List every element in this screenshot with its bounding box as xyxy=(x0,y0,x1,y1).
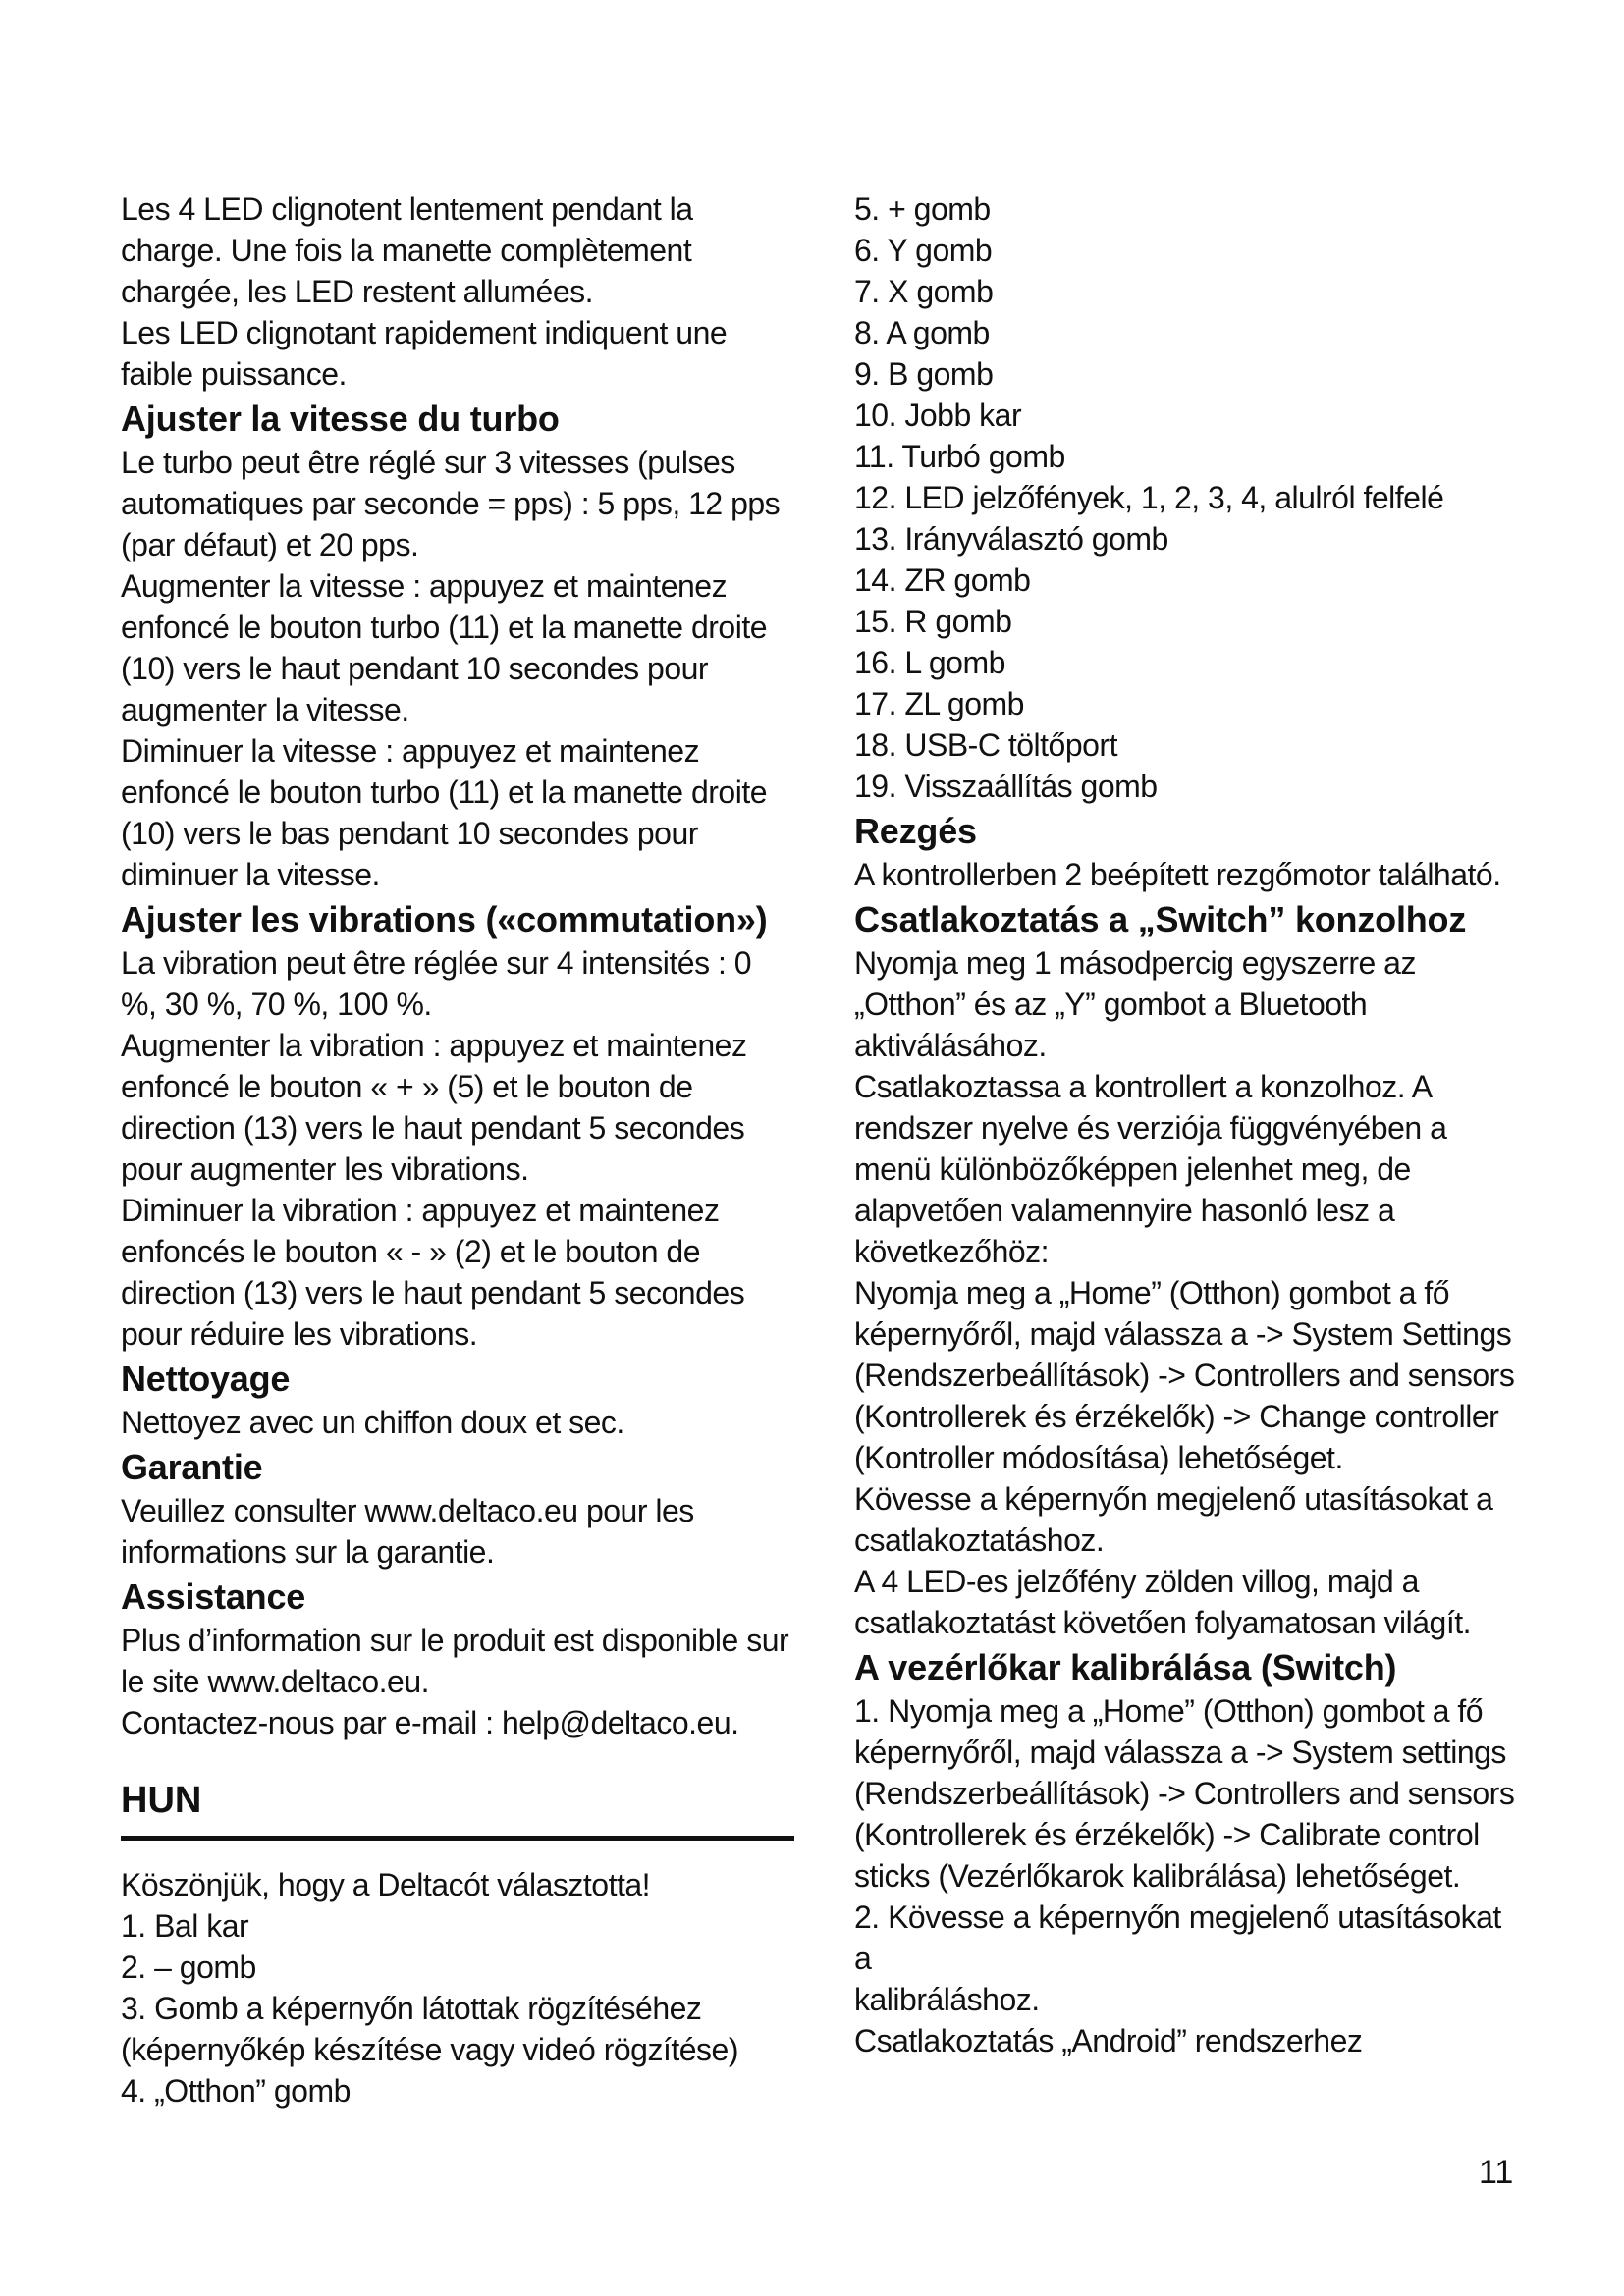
section-divider xyxy=(121,1836,794,1841)
assistance-text xyxy=(121,1620,808,1743)
list-item: 1. Bal kar xyxy=(121,1908,249,1944)
text-line: csatlakoztatáshoz. xyxy=(854,1522,1105,1558)
list-item: 14. ZR gomb xyxy=(854,562,1031,598)
text-line: Les 4 LED clignotent lentement pendant la xyxy=(121,191,693,227)
text-line: képernyőről, majd válassza a -> System settings xyxy=(854,1735,1506,1770)
text-line: A 4 LED-es jelzőfény zölden villog, majd a xyxy=(854,1564,1419,1599)
switch-connect-text xyxy=(854,942,1522,1643)
text-line: Diminuer la vitesse : appuyez et maintenez xyxy=(121,733,700,769)
list-item: 9. B gomb xyxy=(854,356,994,392)
text-line: 1. Nyomja meg a „Home” (Otthon) gombot a fő xyxy=(854,1693,1484,1729)
list-item: 18. USB-C töltőport xyxy=(854,727,1117,763)
text-line: direction (13) vers le haut pendant 5 secondes xyxy=(121,1110,745,1146)
nettoyage-heading: Nettoyage xyxy=(121,1359,291,1399)
list-item: 11. Turbó gomb xyxy=(854,439,1065,474)
text-line: (Kontrollerek és érzékelők) -> Change controller xyxy=(854,1399,1499,1434)
text-line: %, 30 %, 70 %, 100 %. xyxy=(121,987,432,1022)
assistance-heading: Assistance xyxy=(121,1576,306,1617)
section-spacer xyxy=(121,1743,808,1771)
list-item: 8. A gomb xyxy=(854,315,990,350)
page-number: 11 xyxy=(1479,2154,1514,2191)
parts-list xyxy=(854,188,1522,807)
right-column xyxy=(854,188,1522,2061)
calibration-text xyxy=(854,1690,1522,2061)
text-line: Plus d’information sur le produit est disponible sur xyxy=(121,1623,789,1658)
text-line: charge. Une fois la manette complètement xyxy=(121,233,692,268)
text-line: Augmenter la vibration : appuyez et maintenez xyxy=(121,1028,747,1063)
text-line: enfoncé le bouton turbo (11) et la manette droite xyxy=(121,774,768,810)
text-line: enfoncé le bouton turbo (11) et la manette droite xyxy=(121,610,768,645)
text-line: diminuer la vitesse. xyxy=(121,857,380,892)
text-line: Augmenter la vitesse : appuyez et maintenez xyxy=(121,568,728,604)
list-item: 3. Gomb a képernyőn látottak rögzítéséhez xyxy=(121,1991,702,2026)
text-line: La vibration peut être réglée sur 4 intensités : 0 xyxy=(121,945,752,981)
list-item: 10. Jobb kar xyxy=(854,398,1022,433)
text-line: (Kontroller módosítása) lehetőséget. xyxy=(854,1440,1343,1475)
text-line: A kontrollerben 2 beépített rezgőmotor található. xyxy=(854,857,1501,892)
text-line: (Kontrollerek és érzékelők) -> Calibrate control xyxy=(854,1817,1480,1852)
text-line: aktiválásához. xyxy=(854,1028,1047,1063)
text-line: (par défaut) et 20 pps. xyxy=(121,527,419,562)
list-item: 13. Irányválasztó gomb xyxy=(854,521,1168,557)
vibrations-text xyxy=(121,942,808,1355)
turbo-heading: Ajuster la vitesse du turbo xyxy=(121,399,560,439)
text-line: Köszönjük, hogy a Deltacót választotta! xyxy=(121,1867,651,1902)
hun-section-header xyxy=(121,1777,808,1841)
text-line: automatiques par seconde = pps) : 5 pps, 12 pps xyxy=(121,486,781,521)
text-line: pour augmenter les vibrations. xyxy=(121,1151,529,1187)
text-line: enfoncés le bouton « - » (2) et le bouton de xyxy=(121,1234,700,1269)
turbo-text xyxy=(121,442,808,895)
text-line: enfoncé le bouton « + » (5) et le bouton de xyxy=(121,1069,693,1104)
text-line: kalibráláshoz. xyxy=(854,1982,1040,2017)
switch-connect-heading: Csatlakoztatás a „Switch” konzolhoz xyxy=(854,899,1467,939)
text-line: képernyőről, majd válassza a -> System Settings xyxy=(854,1316,1512,1352)
text-line: 2. Kövesse a képernyőn megjelenő utasításokat a xyxy=(854,1899,1501,1976)
list-item: 16. L gomb xyxy=(854,645,1005,680)
text-line: sticks (Vezérlőkarok kalibrálása) lehetőséget. xyxy=(854,1858,1461,1894)
text-line: Le turbo peut être réglé sur 3 vitesses (pulses xyxy=(121,445,735,480)
list-item: 15. R gomb xyxy=(854,604,1012,639)
text-line: le site www.deltaco.eu. xyxy=(121,1664,429,1699)
text-line: direction (13) vers le haut pendant 5 secondes xyxy=(121,1275,745,1310)
text-line: Csatlakoztassa a kontrollert a konzolhoz. A xyxy=(854,1069,1433,1104)
list-item: 4. „Otthon” gomb xyxy=(121,2073,351,2109)
rezges-text xyxy=(854,854,1522,895)
text-line: (Rendszerbeállítások) -> Controllers and sensors xyxy=(854,1776,1515,1811)
text-line: (Rendszerbeállítások) -> Controllers and sensors xyxy=(854,1358,1515,1393)
text-line: informations sur la garantie. xyxy=(121,1534,495,1570)
list-item: 6. Y gomb xyxy=(854,233,993,268)
text-line: Csatlakoztatás „Android” rendszerhez xyxy=(854,2023,1363,2058)
text-line: Les LED clignotant rapidement indiquent une xyxy=(121,315,728,350)
list-item: (képernyőkép készítése vagy videó rögzítése) xyxy=(121,2032,738,2067)
text-line: (10) vers le bas pendant 10 secondes pour xyxy=(121,816,698,851)
left-column xyxy=(121,188,808,2111)
text-line: alapvetően valamennyire hasonló lesz a xyxy=(854,1193,1395,1228)
text-line: Nyomja meg 1 másodpercig egyszerre az xyxy=(854,945,1416,981)
text-line: Nyomja meg a „Home” (Otthon) gombot a fő xyxy=(854,1275,1450,1310)
text-line: Diminuer la vibration : appuyez et maintenez xyxy=(121,1193,720,1228)
garantie-heading: Garantie xyxy=(121,1447,263,1487)
text-line: chargée, les LED restent allumées. xyxy=(121,274,594,309)
hun-section-title: HUN xyxy=(121,1780,202,1821)
list-item: 5. + gomb xyxy=(854,191,991,227)
calibration-heading: A vezérlőkar kalibrálása (Switch) xyxy=(854,1647,1397,1687)
text-line: Nettoyez avec un chiffon doux et sec. xyxy=(121,1405,624,1440)
list-item: 2. – gomb xyxy=(121,1949,256,1985)
text-line: Kövesse a képernyőn megjelenő utasításokat a xyxy=(854,1481,1493,1517)
text-line: faible puissance. xyxy=(121,356,347,392)
text-line: Contactez-nous par e-mail : help@deltaco.eu. xyxy=(121,1705,739,1740)
vibrations-heading: Ajuster les vibrations («commutation») xyxy=(121,899,768,939)
text-line: pour réduire les vibrations. xyxy=(121,1316,478,1352)
list-item: 17. ZL gomb xyxy=(854,686,1024,721)
garantie-text xyxy=(121,1490,808,1573)
text-line: csatlakoztatást követően folyamatosan világít. xyxy=(854,1605,1472,1640)
list-item: 12. LED jelzőfények, 1, 2, 3, 4, alulról felfelé xyxy=(854,480,1444,515)
text-line: Veuillez consulter www.deltaco.eu pour les xyxy=(121,1493,694,1528)
text-line: (10) vers le haut pendant 10 secondes pour xyxy=(121,651,709,686)
list-item: 7. X gomb xyxy=(854,274,994,309)
text-line: következőhöz: xyxy=(854,1234,1050,1269)
text-line: menü különbözőképpen jelenhet meg, de xyxy=(854,1151,1411,1187)
text-line: augmenter la vitesse. xyxy=(121,692,409,727)
intro-text xyxy=(121,188,808,395)
text-line: „Otthon” és az „Y” gombot a Bluetooth xyxy=(854,987,1368,1022)
nettoyage-text xyxy=(121,1402,808,1443)
hun-intro-text xyxy=(121,1864,808,2111)
rezges-heading: Rezgés xyxy=(854,811,977,851)
text-line: rendszer nyelve és verziója függvényében a xyxy=(854,1110,1447,1146)
list-item: 19. Visszaállítás gomb xyxy=(854,769,1158,804)
